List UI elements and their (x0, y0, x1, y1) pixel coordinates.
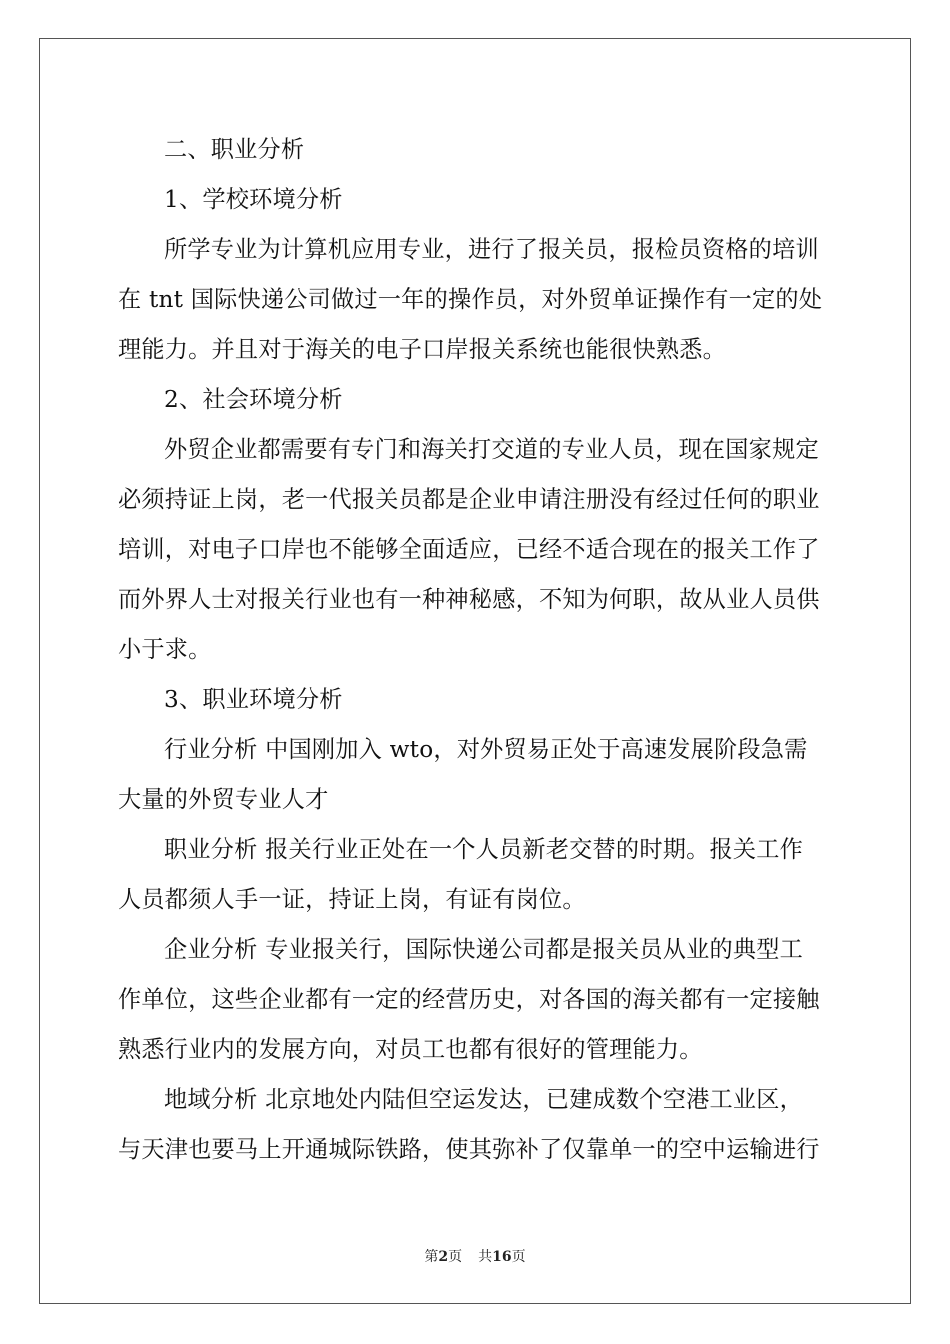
paragraph-line: 与天津也要马上开通城际铁路，使其弥补了仅靠单一的空中运输进行 (118, 1136, 820, 1163)
total-suffix: 页 (511, 1249, 526, 1265)
paragraph-line: 职业分析 报关行业正处在一个人员新老交替的时期。报关工作 (164, 836, 804, 863)
subsection-heading: 3、职业环境分析 (164, 686, 343, 713)
page-suffix: 页 (448, 1249, 463, 1265)
paragraph-line: 小于求。 (118, 636, 212, 663)
page-footer (0, 1246, 950, 1266)
paragraph-line: 所学专业为计算机应用专业，进行了报关员，报检员资格的培训 (164, 236, 819, 263)
paragraph-line: 作单位，这些企业都有一定的经营历史，对各国的海关都有一定接触 (118, 986, 820, 1013)
paragraph-line: 企业分析 专业报关行，国际快递公司都是报关员从业的典型工 (164, 936, 804, 963)
paragraph-line: 在 tnt 国际快递公司做过一年的操作员，对外贸单证操作有一定的处 (118, 286, 823, 313)
total-prefix: 共 (478, 1249, 493, 1265)
paragraph-line: 大量的外贸专业人才 (118, 786, 329, 813)
paragraph-line: 外贸企业都需要有专门和海关打交道的专业人员，现在国家规定 (164, 436, 819, 463)
section-heading: 二、职业分析 (164, 136, 305, 163)
paragraph-line: 必须持证上岗，老一代报关员都是企业申请注册没有经过任何的职业 (118, 486, 820, 513)
paragraph-line: 熟悉行业内的发展方向，对员工也都有很好的管理能力。 (118, 1036, 703, 1063)
paragraph-line: 地域分析 北京地处内陆但空运发达，已建成数个空港工业区， (164, 1086, 804, 1113)
paragraph-line: 理能力。并且对于海关的电子口岸报关系统也能很快熟悉。 (118, 336, 727, 363)
paragraph-line: 行业分析 中国刚加入 wto，对外贸易正处于高速发展阶段急需 (164, 736, 808, 763)
subsection-heading: 2、社会环境分析 (164, 386, 343, 413)
paragraph-line: 而外界人士对报关行业也有一种神秘感，不知为何职，故从业人员供 (118, 586, 820, 613)
paragraph-line: 人员都须人手一证，持证上岗，有证有岗位。 (118, 886, 586, 913)
page-prefix: 第 (424, 1249, 439, 1265)
total-pages: 16 (492, 1249, 512, 1265)
page-number: 2 (438, 1249, 449, 1265)
paragraph-line: 培训，对电子口岸也不能够全面适应，已经不适合现在的报关工作了 (118, 536, 820, 563)
subsection-heading: 1、学校环境分析 (164, 186, 343, 213)
